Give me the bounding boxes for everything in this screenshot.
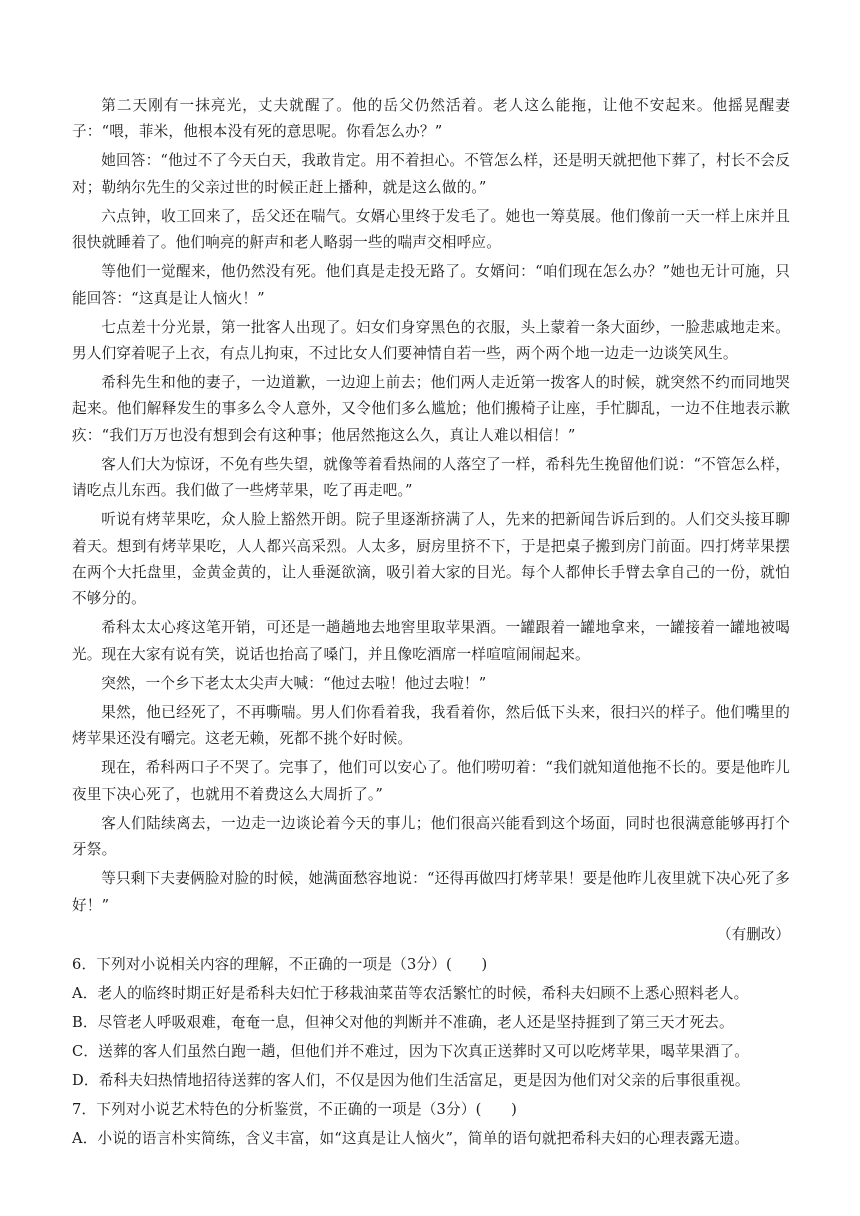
exam-page [72,93,790,1155]
passage-paragraph: 六点钟，收工回来了，岳父还在喘气。女婿心里终于发毛了。她也一筹莫展。他们像前一天一样上床并且很快就睡着了。他们响亮的鼾声和老人略弱一些的喘声交相呼应。 [72,207,790,252]
reading-passage [72,93,790,948]
passage-paragraph: 客人们陆续离去，一边走一边谈论着今天的事儿；他们很高兴能看到这个场面，同时也很满意能够再打个牙祭。 [72,814,790,859]
answer-option-a: A．老人的临终时期正好是希科夫妇忙于移栽油菜苗等农活繁忙的时候，希科夫妇顾不上悉心照料老人。 [72,984,749,1002]
passage-paragraph: 希科先生和他的妻子，一边道歉，一边迎上前去；他们两人走近第一拨客人的时候，就突然不约而同地哭起来。他们解释发生的事多么令人意外，又令他们多么尴尬；他们搬椅子让座，手忙脚乱，一边不住地表示歉疚：“我们万万也没有想到会有这种事；他居然拖这么久，真让人难以相信！” [72,374,790,444]
answer-option-c: C．送葬的客人们虽然白跑一趟，但他们并不难过，因为下次真正送葬时又可以吃烤苹果，喝苹果酒了。 [72,1042,750,1060]
passage-paragraph: 果然，他已经死了，不再嘶喘。男人们你看着我，我看着你，然后低下头来，很扫兴的样子。他们嘴里的烤苹果还没有嚼完。这老无赖，死都不挑个好时候。 [72,703,790,748]
passage-paragraph: 等他们一觉醒来，他仍然没有死。他们真是走投无路了。女婿问：“咱们现在怎么办？”她也无计可施，只能回答：“这真是让人恼火！” [72,263,790,307]
question-stem: 6．下列对小说相关内容的理解，不正确的一项是（3分）( ) [72,955,488,973]
passage-paragraph: 等只剩下夫妻俩脸对脸的时候，她满面愁容地说：“还得再做四打烤苹果！要是他昨儿夜里就下决心死了多好！” [72,870,790,914]
passage-paragraph: 现在，希科两口子不哭了。完事了，他们可以安心了。他们唠叨着：“我们就知道他拖不长的。要是他昨儿夜里下决心死了，也就用不着费这么大周折了。” [72,759,790,803]
answer-option-d: D．希科夫妇热情地招待送葬的客人们，不仅是因为他们生活富足，更是因为他们对父亲的后事很重视。 [72,1071,750,1089]
passage-paragraph: 希科太太心疼这笔开销，可还是一趟趟地去地窖里取苹果酒。一罐跟着一罐地拿来，一罐接着一罐地被喝光。现在大家有说有笑，说话也抬高了嗓门，并且像吃酒席一样喧喧闹闹起来。 [72,619,790,663]
answer-option-b: B．尽管老人呼吸艰难，奄奄一息，但神父对他的判断并不准确，老人还是坚持捱到了第三天才死去。 [72,1013,734,1031]
question-7 [72,1097,790,1152]
passage-paragraph: 七点差十分光景，第一批客人出现了。妇女们身穿黑色的衣服，头上蒙着一条大面纱，一脸悲戚地走来。男人们穿着呢子上衣，有点儿拘束，不过比女人们要神情自若一些，两个两个地一边走一边谈笑风生。 [72,318,790,363]
question-6 [72,952,790,1094]
source-note: （有删改） [717,925,790,943]
passage-paragraph: 客人们大为惊讶，不免有些失望，就像等着看热闹的人落空了一样，希科先生挽留他们说：“不管怎么样，请吃点儿东西。我们做了一些烤苹果，吃了再走吧。” [72,455,790,500]
passage-paragraph: 她回答：“他过不了今天白天，我敢肯定。用不着担心。不管怎么样，还是明天就把他下葬了，村长不会反对；勒纳尔先生的父亲过世的时候正赶上播种，就是这么做的。” [72,152,790,196]
passage-paragraph: 听说有烤苹果吃，众人脸上豁然开朗。院子里逐渐挤满了人，先来的把新闻告诉后到的。人们交头接耳聊着天。想到有烤苹果吃，人人都兴高采烈。人太多，厨房里挤不下，于是把桌子搬到房门前面。四打烤苹果摆在两个大托盘里，金黄金黄的，让人垂涎欲滴，吸引着大家的目光。每个人都伸长手臂去拿自己的一份，就怕不够分的。 [72,511,790,608]
passage-paragraph: 第二天刚有一抹亮光，丈夫就醒了。他的岳父仍然活着。老人这么能拖，让他不安起来。他摇晃醒妻子：“喂，菲米，他根本没有死的意思呢。你看怎么办？” [72,97,790,141]
question-stem: 7．下列对小说艺术特色的分析鉴赏，不正确的一项是（3分）( ) [72,1100,517,1118]
passage-paragraph: 突然，一个乡下老太太尖声大喊：“他过去啦！他过去啦！” [101,674,487,692]
answer-option-a: A．小说的语言朴实简练，含义丰富，如“这真是让人恼火”，简单的语句就把希科夫妇的心理表露无遗。 [72,1129,749,1147]
